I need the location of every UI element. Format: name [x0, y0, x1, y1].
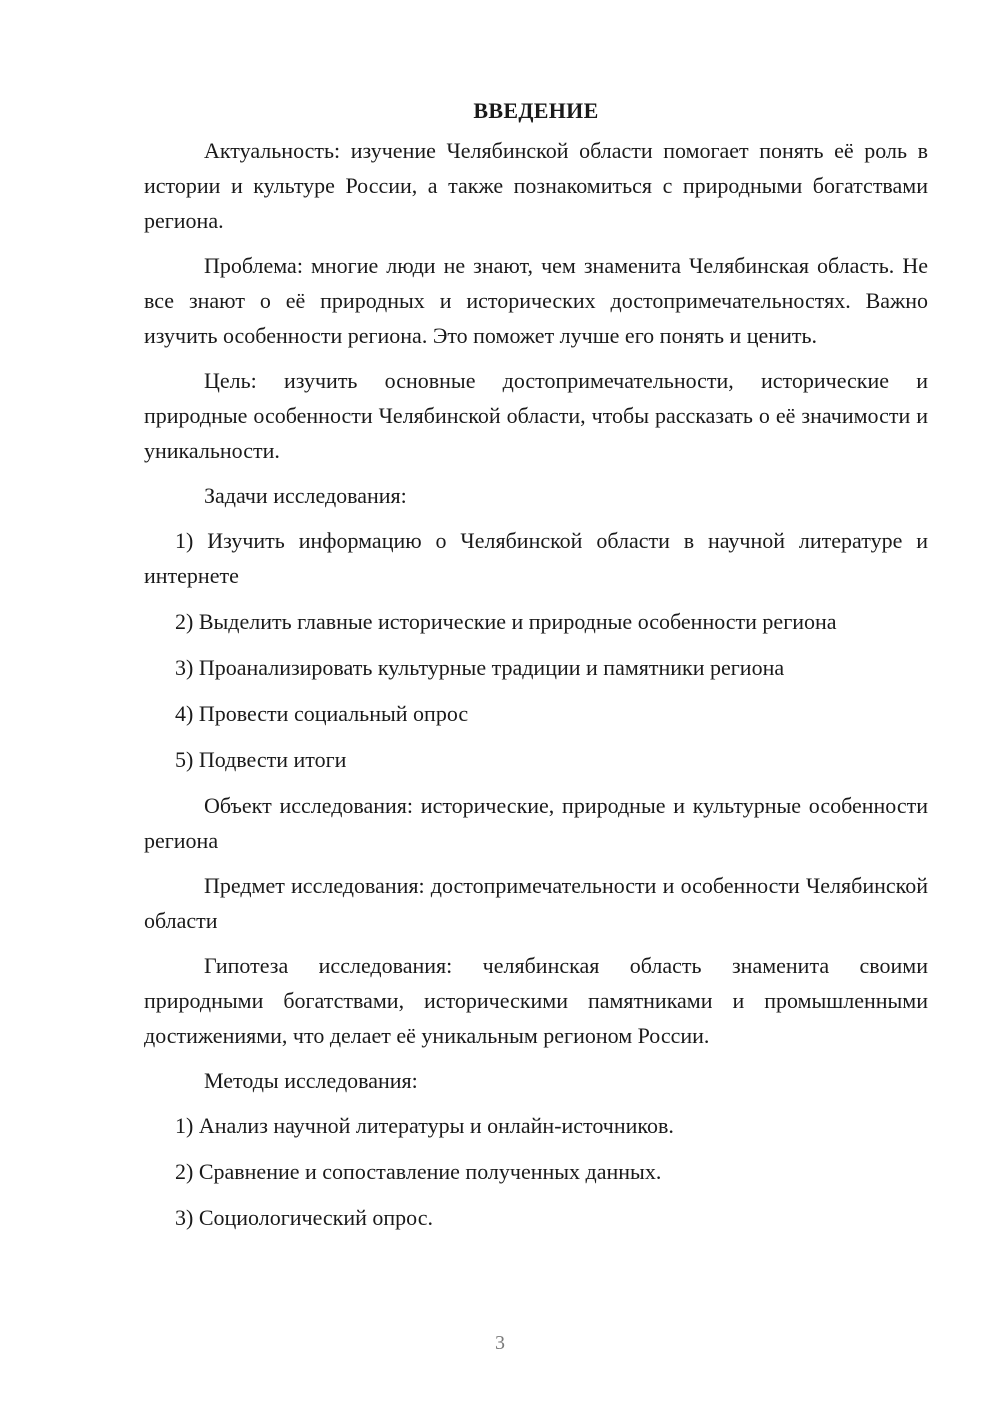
method-item: 3) Социологический опрос. — [175, 1205, 433, 1230]
methods-label: Методы исследования: — [204, 1068, 418, 1093]
task-item: 4) Провести социальный опрос — [175, 701, 469, 726]
section-heading: ВВЕДЕНИЕ — [473, 98, 599, 123]
object-paragraph: Объект исследования: исторические, природные и культурные особенности региона — [144, 793, 928, 853]
method-item: 2) Сравнение и сопоставление полученных данных. — [175, 1159, 662, 1184]
task-item: 5) Подвести итоги — [175, 747, 347, 772]
page-number: 3 — [495, 1332, 505, 1354]
document-page — [144, 93, 928, 1246]
hypothesis-paragraph: Гипотеза исследования: челябинская область знаменита своими природными богатствами, историческими памятниками и промышленными достижениями, что делает её уникальным регионом России. — [144, 953, 928, 1048]
tasks-label: Задачи исследования: — [204, 483, 407, 508]
relevance-paragraph: Актуальность: изучение Челябинской области помогает понять её роль в истории и культуре России, а также познакомиться с природными богатствами региона. — [144, 138, 928, 233]
task-item: 2) Выделить главные исторические и природные особенности региона — [175, 609, 837, 634]
problem-paragraph: Проблема: многие люди не знают, чем знаменита Челябинская область. Не все знают о её природных и исторических достопримечательностях. Важно изучить особенности региона. Это поможет лучше его понять и ценить. — [144, 253, 928, 348]
task-item: 1) Изучить информацию о Челябинской области в научной литературе и интернете — [144, 528, 928, 588]
method-item: 1) Анализ научной литературы и онлайн-источников. — [175, 1113, 674, 1138]
subject-paragraph: Предмет исследования: достопримечательности и особенности Челябинской области — [144, 873, 928, 933]
task-item: 3) Проанализировать культурные традиции и памятники региона — [175, 655, 785, 680]
goal-paragraph: Цель: изучить основные достопримечательности, исторические и природные особенности Челябинской области, чтобы рассказать о её значимости и уникальности. — [144, 368, 928, 463]
